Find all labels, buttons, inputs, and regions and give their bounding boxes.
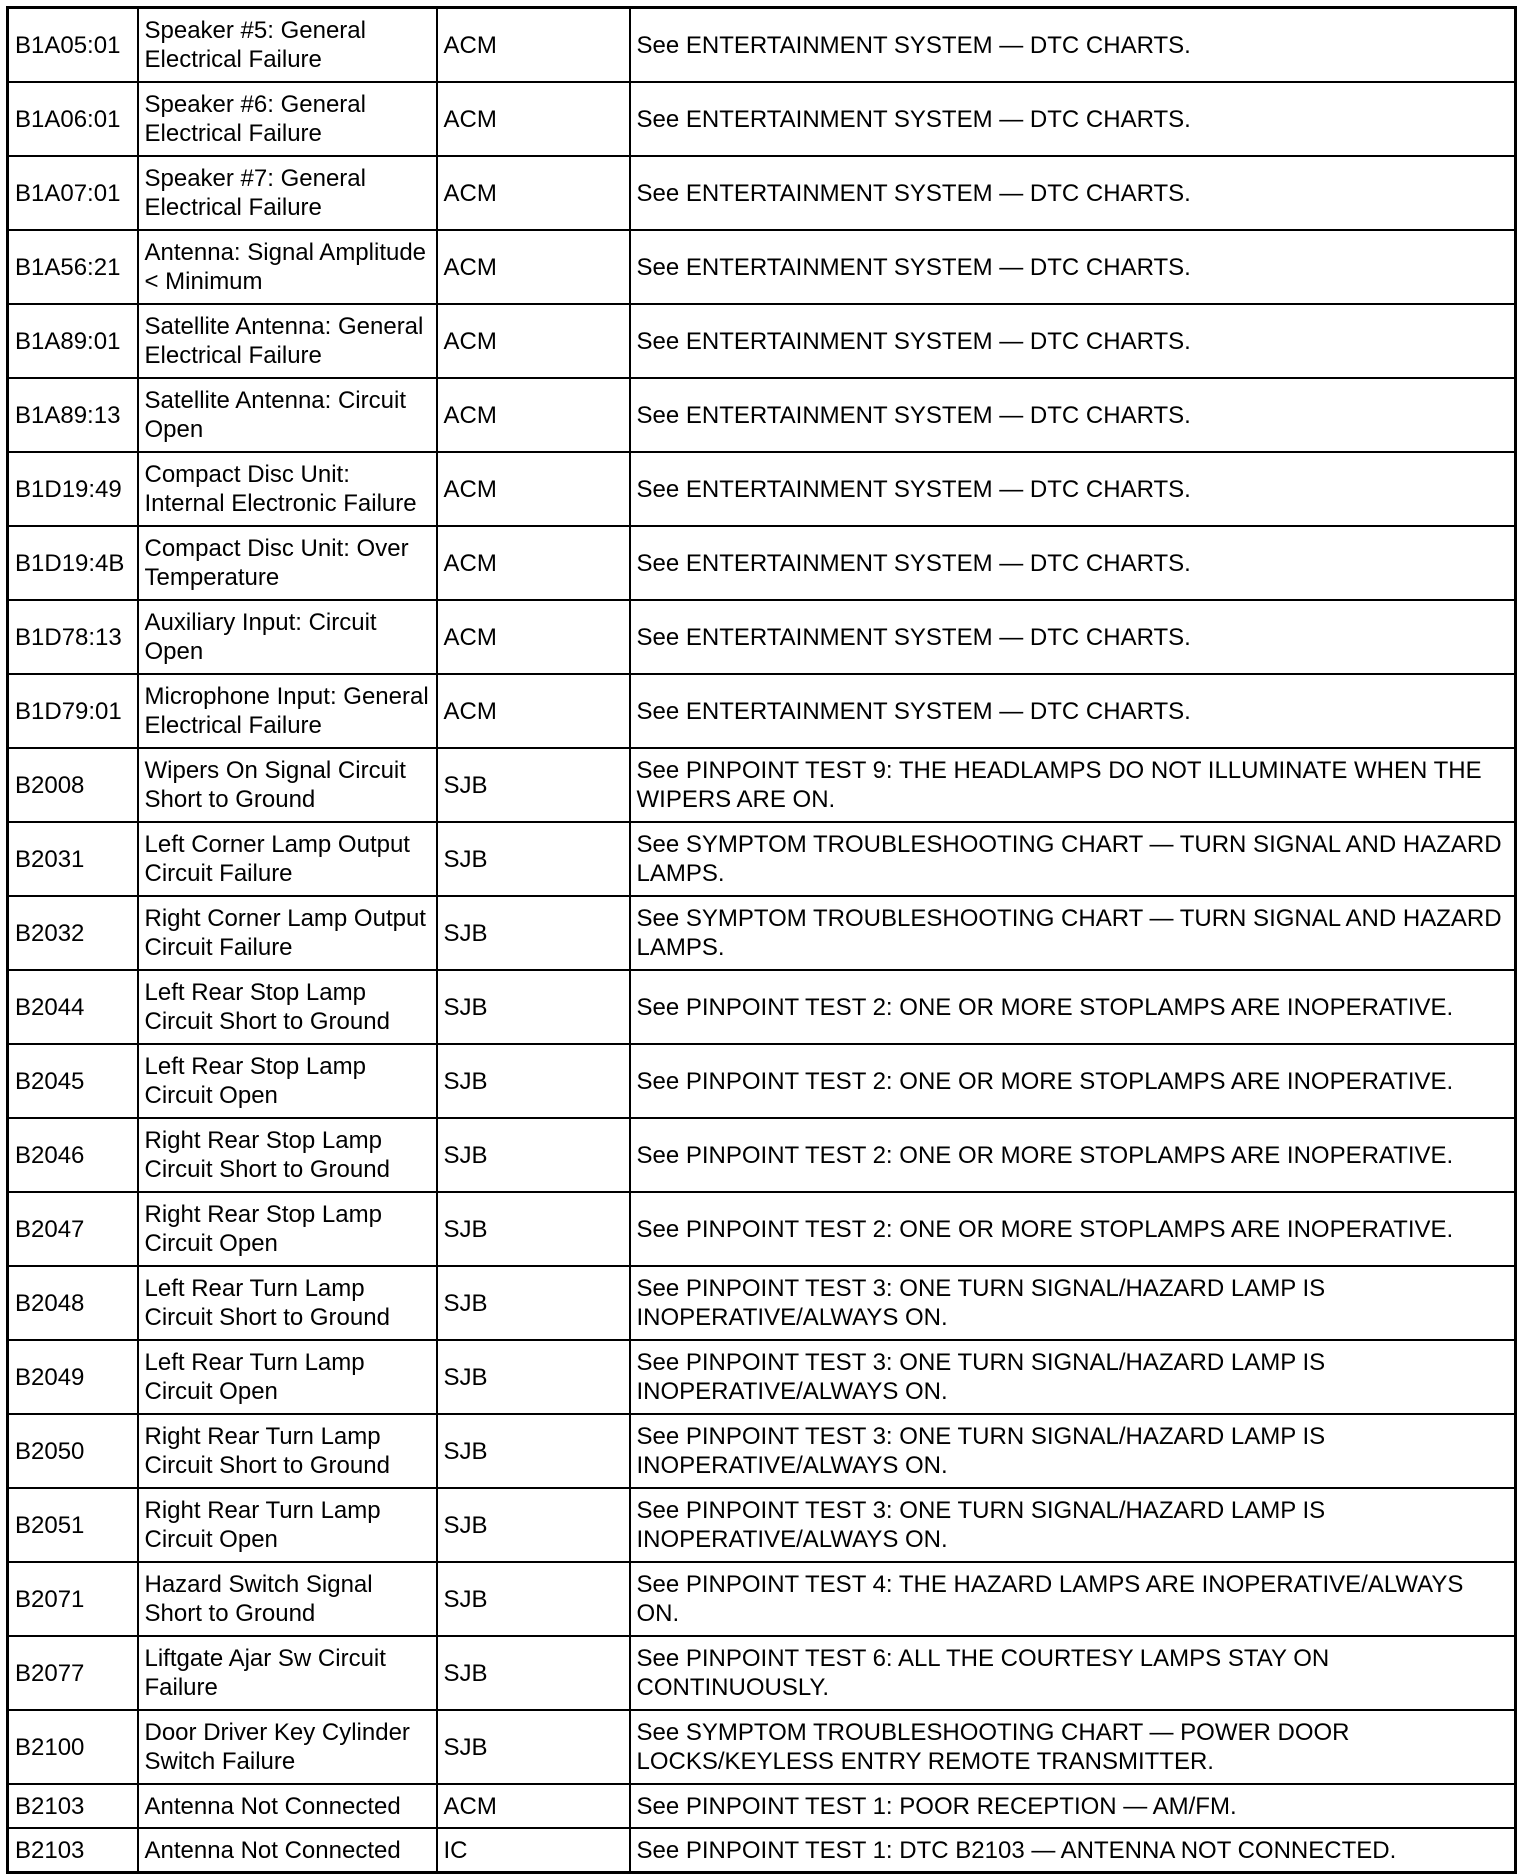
dtc-code-cell: B2031 — [8, 822, 138, 896]
action-cell: See PINPOINT TEST 2: ONE OR MORE STOPLAMPS ARE INOPERATIVE. — [630, 970, 1516, 1044]
action-cell: See PINPOINT TEST 4: THE HAZARD LAMPS ARE INOPERATIVE/ALWAYS ON. — [630, 1562, 1516, 1636]
action-cell: See PINPOINT TEST 2: ONE OR MORE STOPLAMPS ARE INOPERATIVE. — [630, 1044, 1516, 1118]
table-row — [8, 452, 1516, 526]
table-row — [8, 1710, 1516, 1784]
module-cell: ACM — [437, 600, 630, 674]
table-row — [8, 822, 1516, 896]
module-cell: SJB — [437, 822, 630, 896]
action-cell: See ENTERTAINMENT SYSTEM — DTC CHARTS. — [630, 156, 1516, 230]
dtc-code-cell: B1D19:4B — [8, 526, 138, 600]
dtc-code-cell: B2047 — [8, 1192, 138, 1266]
dtc-code-cell: B1D78:13 — [8, 600, 138, 674]
table-row — [8, 1488, 1516, 1562]
module-cell: SJB — [437, 896, 630, 970]
description-cell: Antenna: Signal Amplitude < Minimum — [138, 230, 437, 304]
description-cell: Satellite Antenna: Circuit Open — [138, 378, 437, 452]
table-row — [8, 304, 1516, 378]
module-cell: SJB — [437, 1710, 630, 1784]
module-cell: SJB — [437, 1044, 630, 1118]
dtc-code-cell: B2049 — [8, 1340, 138, 1414]
description-cell: Left Rear Stop Lamp Circuit Open — [138, 1044, 437, 1118]
description-cell: Right Rear Turn Lamp Circuit Open — [138, 1488, 437, 1562]
dtc-code-cell: B1A05:01 — [8, 8, 138, 83]
action-cell: See ENTERTAINMENT SYSTEM — DTC CHARTS. — [630, 82, 1516, 156]
action-cell: See PINPOINT TEST 2: ONE OR MORE STOPLAMPS ARE INOPERATIVE. — [630, 1118, 1516, 1192]
description-cell: Right Corner Lamp Output Circuit Failure — [138, 896, 437, 970]
module-cell: SJB — [437, 1636, 630, 1710]
description-cell: Hazard Switch Signal Short to Ground — [138, 1562, 437, 1636]
table-row — [8, 970, 1516, 1044]
action-cell: See ENTERTAINMENT SYSTEM — DTC CHARTS. — [630, 674, 1516, 748]
description-cell: Antenna Not Connected — [138, 1784, 437, 1828]
description-cell: Right Rear Stop Lamp Circuit Short to Ground — [138, 1118, 437, 1192]
table-row — [8, 1414, 1516, 1488]
dtc-code-cell: B1A06:01 — [8, 82, 138, 156]
dtc-code-cell: B2103 — [8, 1784, 138, 1828]
dtc-code-cell: B2046 — [8, 1118, 138, 1192]
table-row — [8, 8, 1516, 83]
description-cell: Left Rear Turn Lamp Circuit Open — [138, 1340, 437, 1414]
description-cell: Left Rear Stop Lamp Circuit Short to Ground — [138, 970, 437, 1044]
module-cell: SJB — [437, 748, 630, 822]
module-cell: IC — [437, 1828, 630, 1873]
description-cell: Compact Disc Unit: Internal Electronic Failure — [138, 452, 437, 526]
description-cell: Compact Disc Unit: Over Temperature — [138, 526, 437, 600]
table-row — [8, 1266, 1516, 1340]
table-row — [8, 600, 1516, 674]
table-row — [8, 526, 1516, 600]
dtc-code-cell: B2071 — [8, 1562, 138, 1636]
dtc-code-cell: B2045 — [8, 1044, 138, 1118]
description-cell: Speaker #7: General Electrical Failure — [138, 156, 437, 230]
action-cell: See PINPOINT TEST 1: POOR RECEPTION — AM/FM. — [630, 1784, 1516, 1828]
table-row — [8, 1192, 1516, 1266]
dtc-code-cell: B1D19:49 — [8, 452, 138, 526]
action-cell: See PINPOINT TEST 3: ONE TURN SIGNAL/HAZARD LAMP IS INOPERATIVE/ALWAYS ON. — [630, 1414, 1516, 1488]
table-row — [8, 230, 1516, 304]
dtc-code-cell: B1D79:01 — [8, 674, 138, 748]
dtc-code-cell: B2044 — [8, 970, 138, 1044]
table-row — [8, 1118, 1516, 1192]
module-cell: SJB — [437, 1340, 630, 1414]
dtc-code-cell: B1A89:13 — [8, 378, 138, 452]
action-cell: See PINPOINT TEST 1: DTC B2103 — ANTENNA NOT CONNECTED. — [630, 1828, 1516, 1873]
table-row — [8, 1828, 1516, 1873]
description-cell: Speaker #6: General Electrical Failure — [138, 82, 437, 156]
module-cell: SJB — [437, 1562, 630, 1636]
table-row — [8, 896, 1516, 970]
module-cell: SJB — [437, 970, 630, 1044]
table-row — [8, 378, 1516, 452]
module-cell: ACM — [437, 8, 630, 83]
action-cell: See SYMPTOM TROUBLESHOOTING CHART — POWER DOOR LOCKS/KEYLESS ENTRY REMOTE TRANSMITTER. — [630, 1710, 1516, 1784]
action-cell: See PINPOINT TEST 3: ONE TURN SIGNAL/HAZARD LAMP IS INOPERATIVE/ALWAYS ON. — [630, 1488, 1516, 1562]
description-cell: Auxiliary Input: Circuit Open — [138, 600, 437, 674]
table-row — [8, 674, 1516, 748]
description-cell: Right Rear Turn Lamp Circuit Short to Ground — [138, 1414, 437, 1488]
module-cell: SJB — [437, 1192, 630, 1266]
action-cell: See ENTERTAINMENT SYSTEM — DTC CHARTS. — [630, 526, 1516, 600]
dtc-code-cell: B1A89:01 — [8, 304, 138, 378]
module-cell: ACM — [437, 1784, 630, 1828]
dtc-code-cell: B2008 — [8, 748, 138, 822]
action-cell: See PINPOINT TEST 6: ALL THE COURTESY LAMPS STAY ON CONTINUOUSLY. — [630, 1636, 1516, 1710]
dtc-code-cell: B2032 — [8, 896, 138, 970]
table-row — [8, 82, 1516, 156]
table-row — [8, 1562, 1516, 1636]
description-cell: Wipers On Signal Circuit Short to Ground — [138, 748, 437, 822]
dtc-code-cell: B2051 — [8, 1488, 138, 1562]
table-row — [8, 748, 1516, 822]
action-cell: See ENTERTAINMENT SYSTEM — DTC CHARTS. — [630, 452, 1516, 526]
action-cell: See PINPOINT TEST 3: ONE TURN SIGNAL/HAZARD LAMP IS INOPERATIVE/ALWAYS ON. — [630, 1340, 1516, 1414]
dtc-code-cell: B2077 — [8, 1636, 138, 1710]
description-cell: Liftgate Ajar Sw Circuit Failure — [138, 1636, 437, 1710]
action-cell: See PINPOINT TEST 2: ONE OR MORE STOPLAMPS ARE INOPERATIVE. — [630, 1192, 1516, 1266]
table-row — [8, 1044, 1516, 1118]
action-cell: See ENTERTAINMENT SYSTEM — DTC CHARTS. — [630, 304, 1516, 378]
dtc-table-body — [8, 8, 1516, 1873]
action-cell: See PINPOINT TEST 9: THE HEADLAMPS DO NOT ILLUMINATE WHEN THE WIPERS ARE ON. — [630, 748, 1516, 822]
description-cell: Speaker #5: General Electrical Failure — [138, 8, 437, 83]
dtc-code-cell: B2100 — [8, 1710, 138, 1784]
description-cell: Microphone Input: General Electrical Failure — [138, 674, 437, 748]
module-cell: ACM — [437, 674, 630, 748]
action-cell: See ENTERTAINMENT SYSTEM — DTC CHARTS. — [630, 8, 1516, 83]
action-cell: See PINPOINT TEST 3: ONE TURN SIGNAL/HAZARD LAMP IS INOPERATIVE/ALWAYS ON. — [630, 1266, 1516, 1340]
module-cell: ACM — [437, 156, 630, 230]
module-cell: SJB — [437, 1266, 630, 1340]
description-cell: Door Driver Key Cylinder Switch Failure — [138, 1710, 437, 1784]
action-cell: See ENTERTAINMENT SYSTEM — DTC CHARTS. — [630, 600, 1516, 674]
module-cell: ACM — [437, 82, 630, 156]
dtc-table-page — [6, 6, 1514, 1874]
dtc-code-cell: B1A56:21 — [8, 230, 138, 304]
action-cell: See ENTERTAINMENT SYSTEM — DTC CHARTS. — [630, 230, 1516, 304]
dtc-code-cell: B2103 — [8, 1828, 138, 1873]
module-cell: SJB — [437, 1414, 630, 1488]
action-cell: See SYMPTOM TROUBLESHOOTING CHART — TURN SIGNAL AND HAZARD LAMPS. — [630, 822, 1516, 896]
module-cell: ACM — [437, 526, 630, 600]
module-cell: ACM — [437, 230, 630, 304]
dtc-code-cell: B2048 — [8, 1266, 138, 1340]
module-cell: ACM — [437, 452, 630, 526]
description-cell: Left Rear Turn Lamp Circuit Short to Ground — [138, 1266, 437, 1340]
dtc-table — [6, 6, 1517, 1874]
description-cell: Satellite Antenna: General Electrical Failure — [138, 304, 437, 378]
description-cell: Antenna Not Connected — [138, 1828, 437, 1873]
module-cell: SJB — [437, 1118, 630, 1192]
table-row — [8, 1636, 1516, 1710]
dtc-code-cell: B2050 — [8, 1414, 138, 1488]
action-cell: See ENTERTAINMENT SYSTEM — DTC CHARTS. — [630, 378, 1516, 452]
table-row — [8, 156, 1516, 230]
action-cell: See SYMPTOM TROUBLESHOOTING CHART — TURN SIGNAL AND HAZARD LAMPS. — [630, 896, 1516, 970]
module-cell: ACM — [437, 304, 630, 378]
module-cell: SJB — [437, 1488, 630, 1562]
module-cell: ACM — [437, 378, 630, 452]
table-row — [8, 1784, 1516, 1828]
dtc-code-cell: B1A07:01 — [8, 156, 138, 230]
table-row — [8, 1340, 1516, 1414]
description-cell: Left Corner Lamp Output Circuit Failure — [138, 822, 437, 896]
description-cell: Right Rear Stop Lamp Circuit Open — [138, 1192, 437, 1266]
